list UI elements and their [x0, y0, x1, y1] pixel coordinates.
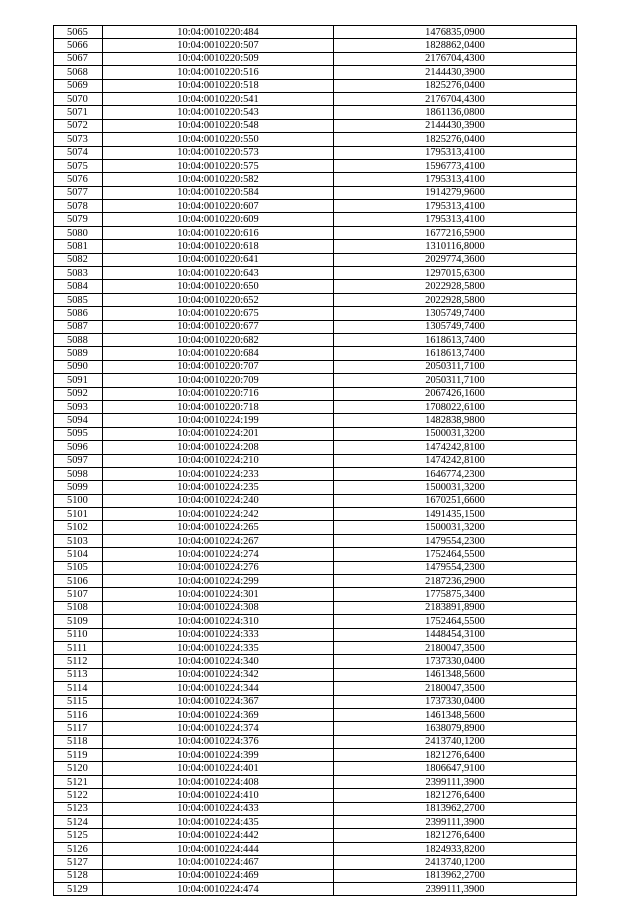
table-row — [54, 856, 577, 869]
table-row — [54, 668, 577, 681]
row-number-cell: 5103 — [54, 534, 103, 547]
row-number-cell: 5071 — [54, 106, 103, 119]
row-number-cell: 5118 — [54, 735, 103, 748]
row-number-cell: 5094 — [54, 414, 103, 427]
table-row — [54, 762, 577, 775]
row-number-cell: 5073 — [54, 133, 103, 146]
cadastral-value-cell: 1824933,8200 — [334, 842, 577, 855]
cadastral-number-cell: 10:04:0010220:582 — [103, 173, 334, 186]
cadastral-value-cell: 1737330,0400 — [334, 695, 577, 708]
table-row — [54, 722, 577, 735]
row-number-cell: 5117 — [54, 722, 103, 735]
cadastral-number-cell: 10:04:0010224:467 — [103, 856, 334, 869]
row-number-cell: 5125 — [54, 829, 103, 842]
row-number-cell: 5119 — [54, 749, 103, 762]
cadastral-number-cell: 10:04:0010224:435 — [103, 816, 334, 829]
table-row — [54, 481, 577, 494]
cadastral-number-cell: 10:04:0010220:643 — [103, 267, 334, 280]
row-number-cell: 5107 — [54, 588, 103, 601]
row-number-cell: 5108 — [54, 601, 103, 614]
cadastral-value-cell: 1474242,8100 — [334, 454, 577, 467]
cadastral-number-cell: 10:04:0010220:543 — [103, 106, 334, 119]
cadastral-value-cell: 2180047,3500 — [334, 641, 577, 654]
cadastral-number-cell: 10:04:0010224:335 — [103, 641, 334, 654]
cadastral-number-cell: 10:04:0010220:684 — [103, 347, 334, 360]
row-number-cell: 5070 — [54, 92, 103, 105]
cadastral-value-cell: 1479554,2300 — [334, 561, 577, 574]
cadastral-value-cell: 1500031,3200 — [334, 521, 577, 534]
row-number-cell: 5116 — [54, 708, 103, 721]
table-row — [54, 79, 577, 92]
cadastral-number-cell: 10:04:0010224:274 — [103, 548, 334, 561]
cadastral-number-cell: 10:04:0010220:682 — [103, 333, 334, 346]
cadastral-value-cell: 2144430,3900 — [334, 66, 577, 79]
table-body — [54, 26, 577, 896]
table-row — [54, 333, 577, 346]
table-row — [54, 173, 577, 186]
cadastral-value-cell: 1795313,4100 — [334, 173, 577, 186]
row-number-cell: 5077 — [54, 186, 103, 199]
row-number-cell: 5082 — [54, 253, 103, 266]
cadastral-number-cell: 10:04:0010224:469 — [103, 869, 334, 882]
table-row — [54, 802, 577, 815]
cadastral-number-cell: 10:04:0010224:233 — [103, 467, 334, 480]
cadastral-number-cell: 10:04:0010220:609 — [103, 213, 334, 226]
table-row — [54, 842, 577, 855]
table-row — [54, 548, 577, 561]
cadastral-value-cell: 1618613,7400 — [334, 347, 577, 360]
row-number-cell: 5088 — [54, 333, 103, 346]
row-number-cell: 5079 — [54, 213, 103, 226]
row-number-cell: 5090 — [54, 360, 103, 373]
cadastral-value-cell: 1828862,0400 — [334, 39, 577, 52]
cadastral-number-cell: 10:04:0010224:342 — [103, 668, 334, 681]
cadastral-value-cell: 1914279,9600 — [334, 186, 577, 199]
table-row — [54, 186, 577, 199]
table-row — [54, 320, 577, 333]
cadastral-value-cell: 1448454,3100 — [334, 628, 577, 641]
row-number-cell: 5101 — [54, 508, 103, 521]
cadastral-value-cell: 2399111,3900 — [334, 883, 577, 896]
row-number-cell: 5121 — [54, 775, 103, 788]
cadastral-value-cell: 2144430,3900 — [334, 119, 577, 132]
cadastral-value-cell: 1461348,5600 — [334, 708, 577, 721]
row-number-cell: 5106 — [54, 575, 103, 588]
row-number-cell: 5104 — [54, 548, 103, 561]
cadastral-value-cell: 1500031,3200 — [334, 427, 577, 440]
row-number-cell: 5102 — [54, 521, 103, 534]
cadastral-value-cell: 2050311,7100 — [334, 374, 577, 387]
row-number-cell: 5083 — [54, 267, 103, 280]
cadastral-number-cell: 10:04:0010220:573 — [103, 146, 334, 159]
cadastral-value-cell: 1795313,4100 — [334, 200, 577, 213]
cadastral-number-cell: 10:04:0010220:616 — [103, 226, 334, 239]
table-row — [54, 280, 577, 293]
table-row — [54, 829, 577, 842]
table-row — [54, 267, 577, 280]
cadastral-value-cell: 2183891,8900 — [334, 601, 577, 614]
row-number-cell: 5120 — [54, 762, 103, 775]
table-row — [54, 106, 577, 119]
cadastral-value-cell: 1305749,7400 — [334, 320, 577, 333]
row-number-cell: 5129 — [54, 883, 103, 896]
row-number-cell: 5085 — [54, 293, 103, 306]
cadastral-number-cell: 10:04:0010224:267 — [103, 534, 334, 547]
row-number-cell: 5087 — [54, 320, 103, 333]
cadastral-number-cell: 10:04:0010220:650 — [103, 280, 334, 293]
cadastral-number-cell: 10:04:0010220:652 — [103, 293, 334, 306]
table-row — [54, 66, 577, 79]
row-number-cell: 5067 — [54, 52, 103, 65]
table-row — [54, 588, 577, 601]
cadastral-value-table — [53, 25, 577, 896]
row-number-cell: 5123 — [54, 802, 103, 815]
table-row — [54, 414, 577, 427]
cadastral-value-cell: 2067426,1600 — [334, 387, 577, 400]
cadastral-value-cell: 2050311,7100 — [334, 360, 577, 373]
cadastral-number-cell: 10:04:0010224:344 — [103, 682, 334, 695]
row-number-cell: 5109 — [54, 615, 103, 628]
cadastral-number-cell: 10:04:0010220:607 — [103, 200, 334, 213]
cadastral-value-cell: 1491435,1500 — [334, 508, 577, 521]
table-row — [54, 869, 577, 882]
cadastral-value-cell: 1500031,3200 — [334, 481, 577, 494]
row-number-cell: 5100 — [54, 494, 103, 507]
cadastral-value-cell: 1813962,2700 — [334, 869, 577, 882]
table-row — [54, 521, 577, 534]
cadastral-number-cell: 10:04:0010224:199 — [103, 414, 334, 427]
table-row — [54, 467, 577, 480]
row-number-cell: 5098 — [54, 467, 103, 480]
cadastral-value-cell: 1677216,5900 — [334, 226, 577, 239]
cadastral-number-cell: 10:04:0010220:541 — [103, 92, 334, 105]
table-row — [54, 561, 577, 574]
cadastral-value-cell: 1825276,0400 — [334, 133, 577, 146]
table-row — [54, 775, 577, 788]
table-row — [54, 200, 577, 213]
table-row — [54, 749, 577, 762]
cadastral-value-cell: 1461348,5600 — [334, 668, 577, 681]
table-row — [54, 26, 577, 39]
cadastral-number-cell: 10:04:0010224:201 — [103, 427, 334, 440]
cadastral-number-cell: 10:04:0010224:235 — [103, 481, 334, 494]
cadastral-value-cell: 1476835,0900 — [334, 26, 577, 39]
table-row — [54, 159, 577, 172]
cadastral-number-cell: 10:04:0010224:442 — [103, 829, 334, 842]
table-row — [54, 735, 577, 748]
cadastral-number-cell: 10:04:0010224:410 — [103, 789, 334, 802]
row-number-cell: 5091 — [54, 374, 103, 387]
cadastral-number-cell: 10:04:0010224:299 — [103, 575, 334, 588]
cadastral-number-cell: 10:04:0010224:367 — [103, 695, 334, 708]
cadastral-number-cell: 10:04:0010224:340 — [103, 655, 334, 668]
cadastral-number-cell: 10:04:0010224:376 — [103, 735, 334, 748]
cadastral-number-cell: 10:04:0010220:509 — [103, 52, 334, 65]
cadastral-value-cell: 1825276,0400 — [334, 79, 577, 92]
row-number-cell: 5110 — [54, 628, 103, 641]
cadastral-value-cell: 1474242,8100 — [334, 441, 577, 454]
table-row — [54, 387, 577, 400]
table-row — [54, 360, 577, 373]
table-row — [54, 682, 577, 695]
cadastral-value-cell: 1646774,2300 — [334, 467, 577, 480]
row-number-cell: 5074 — [54, 146, 103, 159]
row-number-cell: 5078 — [54, 200, 103, 213]
table-row — [54, 253, 577, 266]
row-number-cell: 5126 — [54, 842, 103, 855]
table-row — [54, 615, 577, 628]
row-number-cell: 5095 — [54, 427, 103, 440]
cadastral-number-cell: 10:04:0010220:550 — [103, 133, 334, 146]
cadastral-value-cell: 1618613,7400 — [334, 333, 577, 346]
table-row — [54, 534, 577, 547]
cadastral-value-cell: 1479554,2300 — [334, 534, 577, 547]
cadastral-value-cell: 1813962,2700 — [334, 802, 577, 815]
cadastral-number-cell: 10:04:0010220:675 — [103, 307, 334, 320]
row-number-cell: 5068 — [54, 66, 103, 79]
cadastral-value-cell: 1861136,0800 — [334, 106, 577, 119]
cadastral-value-cell: 1821276,6400 — [334, 829, 577, 842]
table-row — [54, 601, 577, 614]
cadastral-number-cell: 10:04:0010220:641 — [103, 253, 334, 266]
table-row — [54, 400, 577, 413]
cadastral-number-cell: 10:04:0010220:507 — [103, 39, 334, 52]
row-number-cell: 5111 — [54, 641, 103, 654]
cadastral-value-cell: 1752464,5500 — [334, 615, 577, 628]
row-number-cell: 5092 — [54, 387, 103, 400]
row-number-cell: 5086 — [54, 307, 103, 320]
cadastral-value-cell: 1821276,6400 — [334, 749, 577, 762]
table-row — [54, 52, 577, 65]
cadastral-number-cell: 10:04:0010224:265 — [103, 521, 334, 534]
cadastral-value-cell: 1596773,4100 — [334, 159, 577, 172]
table-row — [54, 240, 577, 253]
row-number-cell: 5081 — [54, 240, 103, 253]
row-number-cell: 5084 — [54, 280, 103, 293]
row-number-cell: 5076 — [54, 173, 103, 186]
cadastral-value-cell: 1305749,7400 — [334, 307, 577, 320]
row-number-cell: 5115 — [54, 695, 103, 708]
cadastral-value-cell: 1806647,9100 — [334, 762, 577, 775]
cadastral-value-cell: 1795313,4100 — [334, 213, 577, 226]
cadastral-value-cell: 2187236,2900 — [334, 575, 577, 588]
cadastral-value-cell: 1297015,6300 — [334, 267, 577, 280]
table-row — [54, 133, 577, 146]
table-row — [54, 508, 577, 521]
cadastral-value-cell: 2180047,3500 — [334, 682, 577, 695]
cadastral-value-cell: 2413740,1200 — [334, 856, 577, 869]
cadastral-number-cell: 10:04:0010220:548 — [103, 119, 334, 132]
cadastral-value-cell: 1795313,4100 — [334, 146, 577, 159]
cadastral-value-cell: 1737330,0400 — [334, 655, 577, 668]
table-row — [54, 655, 577, 668]
cadastral-number-cell: 10:04:0010224:444 — [103, 842, 334, 855]
cadastral-value-cell: 2029774,3600 — [334, 253, 577, 266]
row-number-cell: 5093 — [54, 400, 103, 413]
cadastral-value-cell: 2176704,4300 — [334, 92, 577, 105]
table-row — [54, 293, 577, 306]
cadastral-value-cell: 2022928,5800 — [334, 293, 577, 306]
cadastral-number-cell: 10:04:0010224:333 — [103, 628, 334, 641]
table-row — [54, 213, 577, 226]
cadastral-value-cell: 2176704,4300 — [334, 52, 577, 65]
cadastral-number-cell: 10:04:0010220:618 — [103, 240, 334, 253]
table-row — [54, 146, 577, 159]
cadastral-value-cell: 1752464,5500 — [334, 548, 577, 561]
cadastral-number-cell: 10:04:0010220:518 — [103, 79, 334, 92]
table-row — [54, 39, 577, 52]
cadastral-value-cell: 2022928,5800 — [334, 280, 577, 293]
row-number-cell: 5080 — [54, 226, 103, 239]
table-row — [54, 347, 577, 360]
cadastral-number-cell: 10:04:0010220:484 — [103, 26, 334, 39]
table-row — [54, 883, 577, 896]
cadastral-value-cell: 1670251,6600 — [334, 494, 577, 507]
row-number-cell: 5096 — [54, 441, 103, 454]
cadastral-number-cell: 10:04:0010224:308 — [103, 601, 334, 614]
cadastral-number-cell: 10:04:0010224:301 — [103, 588, 334, 601]
row-number-cell: 5097 — [54, 454, 103, 467]
row-number-cell: 5127 — [54, 856, 103, 869]
cadastral-number-cell: 10:04:0010224:208 — [103, 441, 334, 454]
cadastral-number-cell: 10:04:0010224:401 — [103, 762, 334, 775]
cadastral-number-cell: 10:04:0010224:240 — [103, 494, 334, 507]
row-number-cell: 5089 — [54, 347, 103, 360]
row-number-cell: 5112 — [54, 655, 103, 668]
row-number-cell: 5124 — [54, 816, 103, 829]
cadastral-number-cell: 10:04:0010224:210 — [103, 454, 334, 467]
cadastral-value-cell: 1310116,8000 — [334, 240, 577, 253]
row-number-cell: 5128 — [54, 869, 103, 882]
table-row — [54, 641, 577, 654]
table-row — [54, 119, 577, 132]
cadastral-number-cell: 10:04:0010220:584 — [103, 186, 334, 199]
cadastral-value-cell: 2399111,3900 — [334, 775, 577, 788]
table-row — [54, 494, 577, 507]
row-number-cell: 5066 — [54, 39, 103, 52]
cadastral-number-cell: 10:04:0010220:718 — [103, 400, 334, 413]
row-number-cell: 5075 — [54, 159, 103, 172]
cadastral-number-cell: 10:04:0010220:516 — [103, 66, 334, 79]
cadastral-value-cell: 2399111,3900 — [334, 816, 577, 829]
cadastral-number-cell: 10:04:0010224:408 — [103, 775, 334, 788]
row-number-cell: 5099 — [54, 481, 103, 494]
table-row — [54, 628, 577, 641]
cadastral-number-cell: 10:04:0010220:716 — [103, 387, 334, 400]
row-number-cell: 5069 — [54, 79, 103, 92]
cadastral-number-cell: 10:04:0010220:709 — [103, 374, 334, 387]
cadastral-number-cell: 10:04:0010224:474 — [103, 883, 334, 896]
cadastral-number-cell: 10:04:0010224:369 — [103, 708, 334, 721]
table-row — [54, 226, 577, 239]
row-number-cell: 5072 — [54, 119, 103, 132]
cadastral-number-cell: 10:04:0010224:242 — [103, 508, 334, 521]
row-number-cell: 5122 — [54, 789, 103, 802]
table-row — [54, 695, 577, 708]
cadastral-number-cell: 10:04:0010224:276 — [103, 561, 334, 574]
table-row — [54, 307, 577, 320]
table-row — [54, 708, 577, 721]
cadastral-value-cell: 2413740,1200 — [334, 735, 577, 748]
row-number-cell: 5105 — [54, 561, 103, 574]
table-row — [54, 789, 577, 802]
row-number-cell: 5114 — [54, 682, 103, 695]
table-row — [54, 374, 577, 387]
table-row — [54, 92, 577, 105]
table-row — [54, 816, 577, 829]
table-row — [54, 454, 577, 467]
cadastral-value-cell: 1708022,6100 — [334, 400, 577, 413]
row-number-cell: 5113 — [54, 668, 103, 681]
cadastral-number-cell: 10:04:0010224:399 — [103, 749, 334, 762]
cadastral-number-cell: 10:04:0010220:677 — [103, 320, 334, 333]
cadastral-value-cell: 1638079,8900 — [334, 722, 577, 735]
row-number-cell: 5065 — [54, 26, 103, 39]
cadastral-number-cell: 10:04:0010224:433 — [103, 802, 334, 815]
table-row — [54, 575, 577, 588]
cadastral-value-cell: 1775875,3400 — [334, 588, 577, 601]
table-row — [54, 427, 577, 440]
cadastral-value-cell: 1821276,6400 — [334, 789, 577, 802]
cadastral-number-cell: 10:04:0010220:575 — [103, 159, 334, 172]
table-row — [54, 441, 577, 454]
cadastral-number-cell: 10:04:0010224:310 — [103, 615, 334, 628]
cadastral-number-cell: 10:04:0010220:707 — [103, 360, 334, 373]
cadastral-value-cell: 1482838,9800 — [334, 414, 577, 427]
cadastral-number-cell: 10:04:0010224:374 — [103, 722, 334, 735]
